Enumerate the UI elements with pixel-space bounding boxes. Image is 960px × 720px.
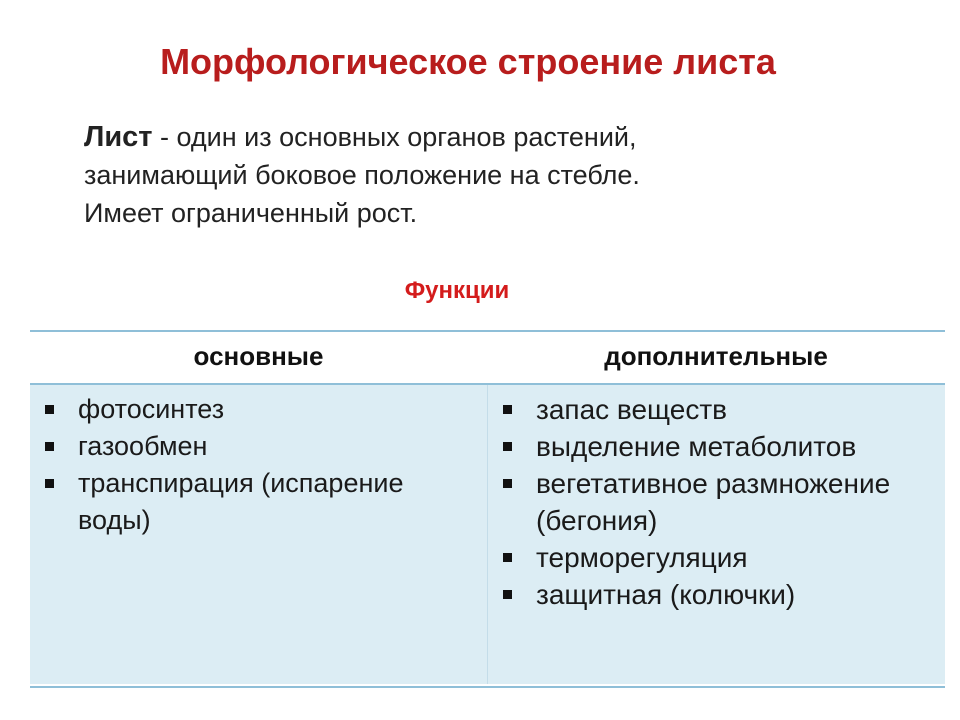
list-item (38, 391, 478, 428)
list-item-text: защитная (колючки) (536, 579, 796, 610)
list-item-text: выделение метаболитов (536, 431, 857, 462)
functions-table (30, 330, 945, 688)
square-bullet-icon (45, 442, 54, 451)
definition-line-1: - один из основных органов растений, (152, 122, 637, 152)
square-bullet-icon (503, 479, 512, 488)
list-item (38, 428, 478, 465)
list-item-text: терморегуляция (536, 542, 748, 573)
square-bullet-icon (45, 479, 54, 488)
square-bullet-icon (503, 405, 512, 414)
definition-line-3: Имеет ограниченный рост. (84, 198, 418, 228)
list-item (496, 465, 941, 539)
list-item-text: газообмен (78, 431, 208, 461)
list-item (496, 576, 941, 613)
list-item (496, 428, 941, 465)
slide-title: Морфологическое строение листа (160, 41, 776, 82)
square-bullet-icon (503, 553, 512, 562)
extra-functions-list (496, 391, 941, 613)
list-item-text: транспирация (испарение воды) (78, 468, 404, 535)
column-header-main: основные (193, 341, 324, 371)
functions-heading: Функции (404, 277, 510, 304)
functions-table-body (30, 385, 945, 684)
main-functions-list (38, 391, 478, 539)
main-functions-cell (38, 391, 478, 539)
functions-table-header (30, 332, 945, 385)
square-bullet-icon (45, 405, 54, 414)
list-item (496, 539, 941, 576)
definition-term: Лист (84, 121, 153, 153)
list-item-text: вегетативное размножение (бегония) (536, 468, 891, 536)
leaf-definition (84, 118, 844, 232)
column-header-extra: дополнительные (604, 341, 828, 371)
square-bullet-icon (503, 590, 512, 599)
list-item-text: запас веществ (536, 394, 728, 425)
list-item (38, 465, 478, 539)
definition-line-2: занимающий боковое положение на стебле. (84, 160, 640, 190)
extra-functions-cell (496, 391, 941, 613)
list-item-text: фотосинтез (78, 394, 225, 424)
square-bullet-icon (503, 442, 512, 451)
column-divider (487, 385, 488, 684)
list-item (496, 391, 941, 428)
